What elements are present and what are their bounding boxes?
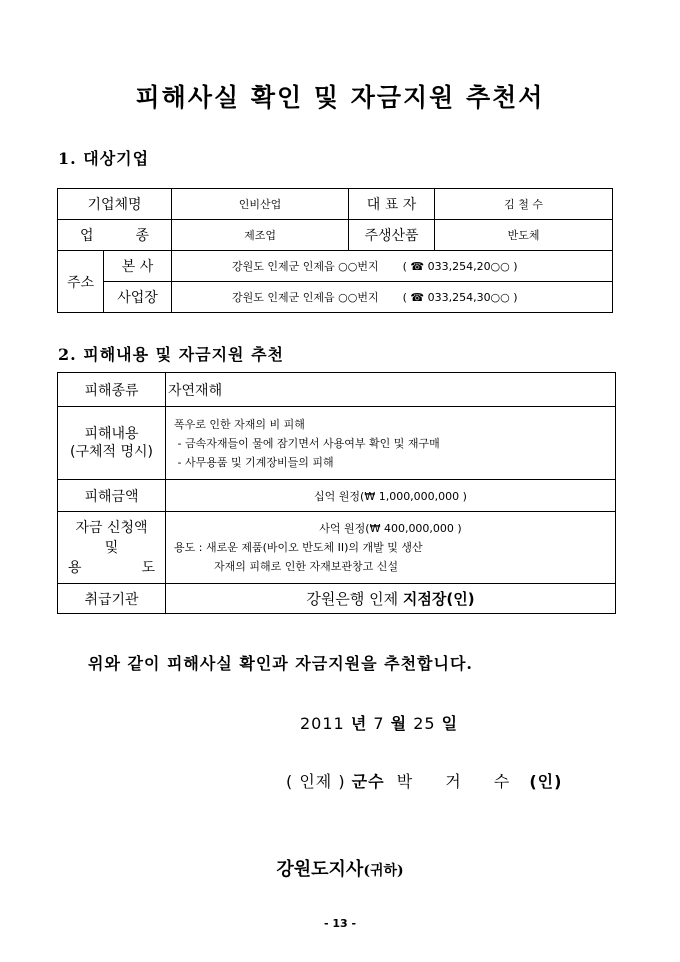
company-name-value: 인비산업	[172, 189, 349, 220]
table-row	[58, 480, 616, 512]
table-row	[58, 512, 616, 584]
site-address-cell	[172, 282, 613, 313]
bank-value-bold: 지점장(인)	[402, 590, 475, 608]
industry-label	[58, 220, 172, 251]
page-number: - 13 -	[323, 917, 357, 930]
table-row	[58, 251, 613, 282]
recipient-suffix: (귀하)	[363, 863, 404, 879]
fund-request-use-2: 자재의 피해로 인한 자재보관창고 신설	[214, 560, 399, 573]
signature-name: 박 거 수	[396, 772, 524, 791]
site-label: 사업장	[104, 282, 172, 313]
bank-value	[166, 584, 616, 614]
damage-content-line: - 사무용품 및 기계장비들의 피해	[174, 455, 334, 469]
signature-seal: (인)	[529, 772, 563, 791]
document-date	[300, 711, 458, 734]
section-1-heading: 1. 대상기업	[58, 149, 150, 168]
bank-value-plain: 강원은행 인제	[306, 590, 403, 608]
product-label: 주생산품	[349, 220, 435, 251]
signature-region: ( 인제 )	[286, 772, 346, 791]
fund-request-label-1: 자금 신청액	[75, 519, 148, 536]
table-row	[58, 584, 616, 614]
table-row	[58, 282, 613, 313]
statement-text: 위와 같이 피해사실 확인과 자금지원을 추천합니다.	[88, 654, 473, 673]
industry-value: 제조업	[172, 220, 349, 251]
address-label: 주소	[58, 251, 104, 313]
fund-request-label-2: 및	[104, 539, 119, 556]
bank-label: 취급기관	[58, 584, 166, 614]
table-row	[58, 189, 613, 220]
representative-value: 김 철 수	[435, 189, 613, 220]
section-2-heading: 2. 피해내용 및 자금지원 추천	[58, 345, 285, 364]
date-month-unit: 월	[390, 714, 408, 733]
company-table	[57, 188, 613, 313]
fund-request-amount: 사억 원정(₩ 400,000,000 )	[319, 522, 462, 535]
fund-request-use-1: 용도 : 새로운 제품(바이오 반도체 II)의 개발 및 생산	[174, 541, 423, 554]
industry-label-2: 종	[135, 228, 150, 244]
signature-line	[286, 769, 562, 792]
hq-phone: ( ☎ 033,254,20○○ )	[402, 260, 518, 273]
recipient	[0, 855, 680, 881]
site-address: 강원도 인제군 인제읍 ○○번지	[232, 291, 379, 304]
site-phone: ( ☎ 033,254,30○○ )	[402, 291, 518, 304]
document-title: 피해사실 확인 및 자금지원 추천서	[135, 83, 545, 112]
table-row	[58, 220, 613, 251]
industry-label-1: 업	[79, 228, 94, 244]
representative-label: 대 표 자	[349, 189, 435, 220]
fund-request-label-3b: 도	[141, 559, 155, 576]
fund-request-label-3	[58, 558, 165, 578]
damage-content-value	[166, 407, 616, 480]
date-year-unit: 년	[350, 714, 368, 733]
fund-request-label-3a: 용	[68, 559, 82, 576]
table-row	[58, 407, 616, 480]
date-month: 7	[373, 714, 385, 733]
damage-type-value: 자연재해	[166, 373, 616, 407]
date-day-unit: 일	[441, 714, 459, 733]
fund-request-value	[166, 512, 616, 584]
damage-content-line: - 금속자재들이 물에 잠기면서 사용여부 확인 및 재구매	[174, 436, 440, 450]
date-year: 2011	[300, 714, 345, 733]
damage-content-label	[58, 407, 166, 480]
table-row	[58, 373, 616, 407]
product-value: 반도체	[435, 220, 613, 251]
damage-content-label-1: 피해내용	[84, 426, 139, 442]
hq-address-cell	[172, 251, 613, 282]
damage-amount-label: 피해금액	[58, 480, 166, 512]
damage-amount-value: 십억 원정(₩ 1,000,000,000 )	[166, 480, 616, 512]
date-day: 25	[413, 714, 436, 733]
damage-content-line: 폭우로 인한 자재의 비 피해	[174, 417, 305, 431]
damage-content-label-2: (구체적 명시)	[70, 444, 153, 460]
signature-title: 군수	[351, 772, 385, 791]
company-name-label: 기업체명	[58, 189, 172, 220]
damage-table	[57, 372, 616, 614]
recipient-main: 강원도지사	[276, 859, 364, 880]
fund-request-label	[58, 512, 166, 584]
damage-type-label: 피해종류	[58, 373, 166, 407]
hq-label: 본 사	[104, 251, 172, 282]
hq-address: 강원도 인제군 인제읍 ○○번지	[232, 260, 379, 273]
